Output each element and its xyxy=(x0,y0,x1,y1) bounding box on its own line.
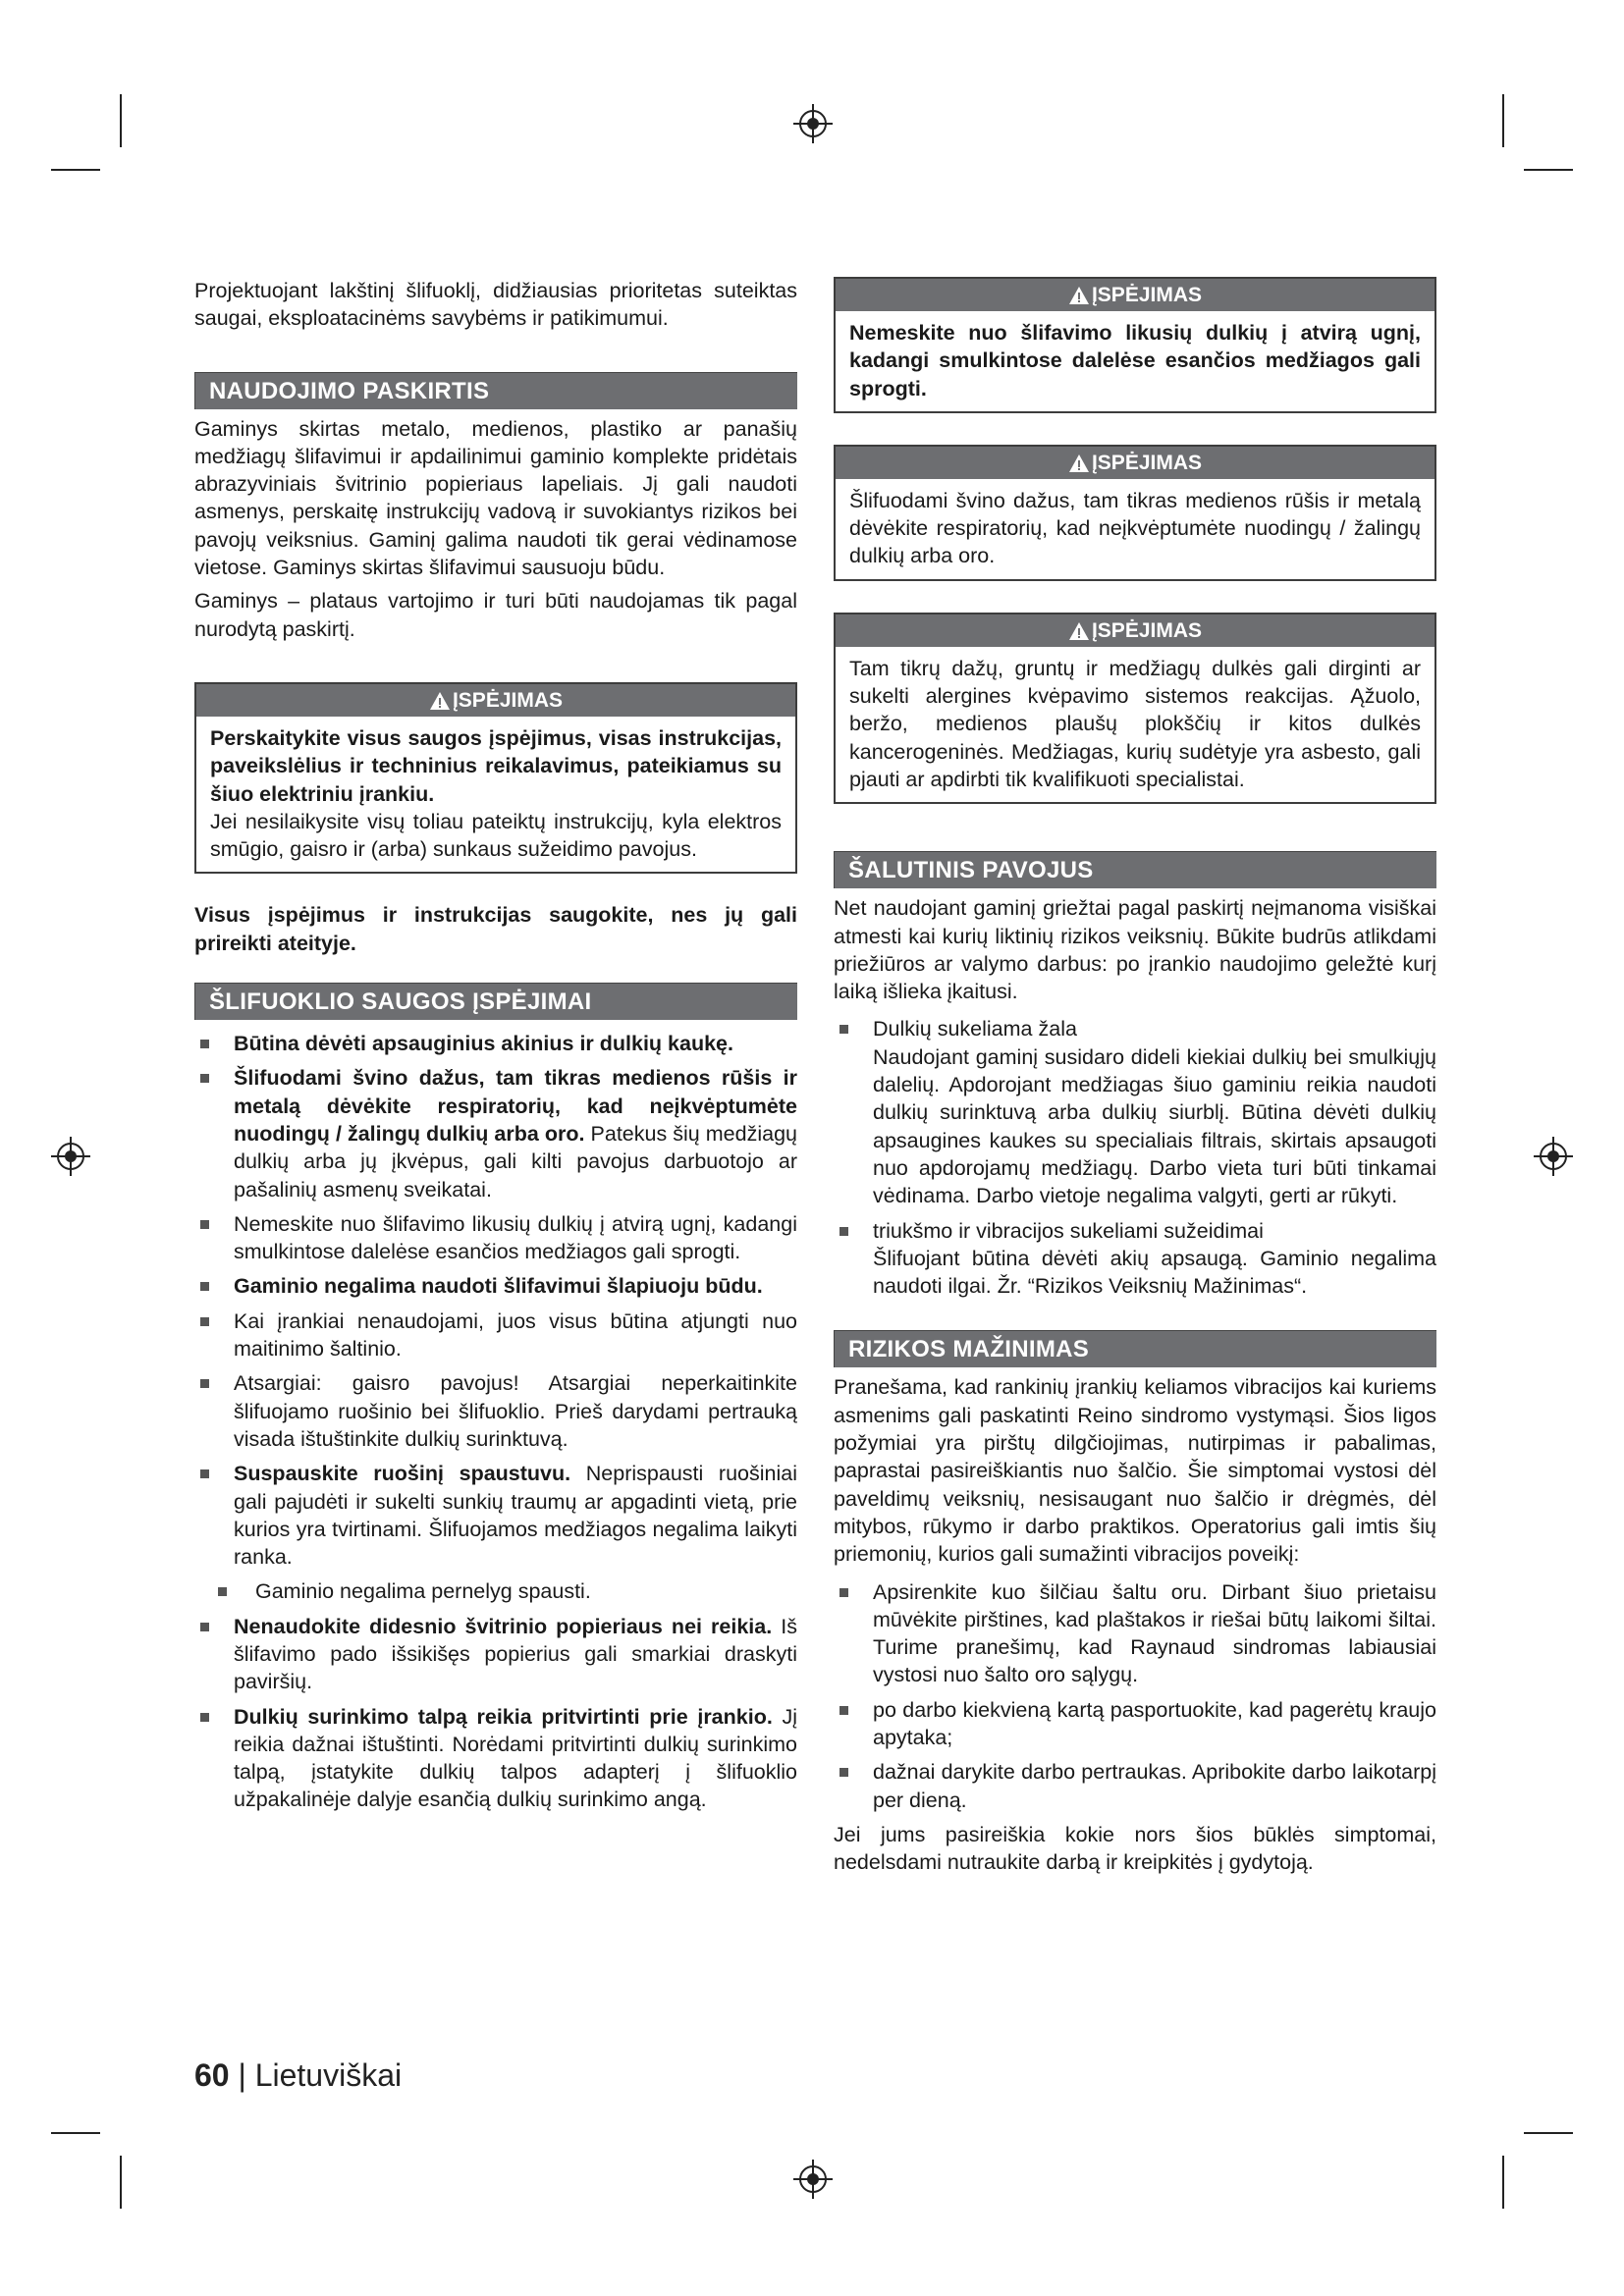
safety-heading: ŠLIFUOKLIO SAUGOS ĮSPĖJIMAI xyxy=(194,983,797,1020)
warning-label: ĮSPĖJIMAS xyxy=(1091,284,1203,306)
safety-list xyxy=(194,1030,797,1814)
warning-triangle-icon xyxy=(1068,451,1090,483)
page-footer xyxy=(194,2057,402,2094)
list-item: Gaminio negalima pernelyg spausti. xyxy=(194,1577,797,1605)
warning-box xyxy=(834,277,1436,413)
list-item: Atsargiai: gaisro pavojus! Atsargiai neperkaitinkite šlifuojamo ruošinio bei šlifuoklio. Prieš darydami pertrauką visada ištuštinkite dulkių surinktuvą. xyxy=(194,1369,797,1453)
registration-mark-icon xyxy=(791,102,835,145)
warning-box xyxy=(834,613,1436,804)
list-item: dažnai darykite darbo pertraukas. Apribokite darbo laikotarpį per dieną. xyxy=(834,1758,1436,1814)
list-item: po darbo kiekvieną kartą pasportuokite, kad pagerėtų kraujo apytaka; xyxy=(834,1696,1436,1752)
right-column xyxy=(834,277,1436,1876)
crop-mark xyxy=(51,2132,100,2134)
warning-text: Jei nesilaikysite visų toliau pateiktų instrukcijų, kyla elektros smūgio, gaisro ir (arba) sunkaus sužeidimo pavojus. xyxy=(210,809,782,862)
warning-header xyxy=(836,447,1435,479)
residual-paragraph: Net naudojant gaminį griežtai pagal paskirtį neįmanoma visiškai atmesti kai kurių liktinių rizikos veiksnių. Būkite budrūs atlikdami priežiūros ar valymo darbus: po įrankio naudojimo geležtė kurį laiką išlieka įkaitusi. xyxy=(834,896,1436,1004)
warning-box xyxy=(194,682,797,874)
warning-triangle-icon xyxy=(1068,618,1090,651)
list-item: Kai įrankiai nenaudojami, juos visus būtina atjungti nuo maitinimo šaltinio. xyxy=(194,1308,797,1363)
residual-list xyxy=(834,1015,1436,1300)
list-item: Dulkių surinkimo talpą reikia pritvirtinti prie įrankio. Jį reikia dažnai ištuštinti. Norėdami pritvirtinti dulkių surinkimo talpą, įstatykite dulkių talpos adapterį į šlifuoklio užpakalinėje dalyje esančią dulkių surinkimo angą. xyxy=(194,1703,797,1814)
usage-paragraph: Gaminys – plataus vartojimo ir turi būti naudojamas tik pagal nurodytą paskirtį. xyxy=(194,589,797,641)
warning-header xyxy=(836,614,1435,647)
list-item: Dulkių sukeliama žala Naudojant gaminį susidaro dideli kiekiai dulkių bei smulkiųjų dalelių. Apdorojant medžiagas šiuo gaminiu reikia naudoti dulkių surinktuvą arba dulkių siurblį. Būtina dėvėti dulkių apsaugines kaukes su specialiais filtrais, skirtais apsaugoti nuo apdorojamų medžiagų. Darbo vieta turi būti tinkamai vėdinama. Darbo vietoje negalima valgyti, gerti ar rūkyti. xyxy=(834,1015,1436,1209)
crop-mark xyxy=(1502,94,1504,147)
registration-mark-icon xyxy=(1532,1135,1575,1178)
warning-box xyxy=(834,445,1436,581)
list-item: triukšmo ir vibracijos sukeliami sužeidimai Šlifuojant būtina dėvėti akių apsaugą. Gaminio negalima naudoti ilgai. Žr. “Rizikos Veiksnių Mažinimas“. xyxy=(834,1217,1436,1301)
registration-mark-icon xyxy=(791,2158,835,2201)
risk-closing-paragraph: Jei jums pasireiškia kokie nors šios būklės simptomai, nedelsdami nutraukite darbą ir kreipkitės į gydytoją. xyxy=(834,1822,1436,1875)
warning-label: ĮSPĖJIMAS xyxy=(1091,618,1203,642)
crop-mark xyxy=(120,94,122,147)
footer-language: Lietuviškai xyxy=(254,2057,403,2093)
list-item: Gaminio negalima naudoti šlifavimui šlapiuoju būdu. xyxy=(194,1272,797,1300)
risk-paragraph: Pranešama, kad rankinių įrankių keliamos vibracijos kai kuriems asmenims gali paskatinti Reino sindromo vystymąsi. Šios ligos požymiai yra pirštų dilgčiojimas, nutirpimas ir pabalimas, paprastai pasireiškiantis nuo šalčio. Šie simptomai vystosi dėl paveldimų veiksnių, nesisaugant nuo šalčio ir drėgmės, dėl mitybos, rūkymo ir darbo praktikos. Operatorius gali imtis šių priemonių, kurios gali sumažinti vibracijos poveikį: xyxy=(834,1375,1436,1567)
left-column xyxy=(194,277,797,1821)
registration-mark-icon xyxy=(49,1135,92,1178)
crop-mark xyxy=(1524,2132,1573,2134)
crop-mark xyxy=(1502,2156,1504,2209)
warning-text: Tam tikrų dažų, gruntų ir medžiagų dulkės gali dirginti ar sukelti alergines kvėpavimo sistemos reakcijas. Ąžuolo, beržo, medienos plaušų plokščių ir kitos dulkės kancerogeninės. Medžiagas, kurių sudėtyje yra asbesto, gali pjauti ar apdirbti tik kvalifikuoti specialistai. xyxy=(849,656,1421,791)
warning-triangle-icon xyxy=(429,688,451,721)
warning-triangle-icon xyxy=(1068,283,1090,315)
risk-list xyxy=(834,1578,1436,1814)
list-item: Šlifuodami švino dažus, tam tikras medienos rūšis ir metalą dėvėkite respiratorių, kad neįkvėptumėte nuodingų / žalingų dulkių arba oro. Patekus šių medžiagų dulkių arba jų įkvėpus, gali kilti pavojus darbuotojo ar pašalinių asmenų sveikatai. xyxy=(194,1064,797,1202)
list-item: Suspauskite ruošinį spaustuvu. Neprispausti ruošiniai gali pajudėti ir sukelti sunkių traumų ar apgadinti vietą, prie kurios yra tvirtinami. Šlifuojamos medžiagos negalima laikyti ranka. xyxy=(194,1460,797,1571)
crop-mark xyxy=(120,2156,122,2209)
list-item: Apsirenkite kuo šilčiau šaltu oru. Dirbant šiuo prietaisu mūvėkite pirštines, kad plaštakos ir riešai būtų laikomi šiltai. Turime pranešimų, kad Raynaud sindromas labiausiai vystosi nuo šalto oro sąlygų. xyxy=(834,1578,1436,1689)
intro-paragraph: Projektuojant lakštinį šlifuoklį, didžiausias prioritetas suteiktas saugai, eksploatacinėms savybėms ir patikimumui. xyxy=(194,279,797,331)
warning-header xyxy=(836,279,1435,311)
keep-instructions-note: Visus įspėjimus ir instrukcijas saugokite, nes jų gali prireikti ateityje. xyxy=(194,903,797,955)
residual-risk-heading: ŠALUTINIS PAVOJUS xyxy=(834,851,1436,888)
list-item: Būtina dėvėti apsauginius akinius ir dulkių kaukę. xyxy=(194,1030,797,1057)
warning-text: Šlifuodami švino dažus, tam tikras medienos rūšis ir metalą dėvėkite respiratorių, kad neįkvėptumėte nuodingų / žalingų dulkių arba oro. xyxy=(849,488,1421,568)
usage-heading: NAUDOJIMO PASKIRTIS xyxy=(194,372,797,409)
warning-bold-text: Perskaitykite visus saugos įspėjimus, visas instrukcijas, paveikslėlius ir techninius reikalavimus, pateikiamus su šiuo elektriniu įrankiu. xyxy=(210,725,782,806)
warning-bold-text: Nemeskite nuo šlifavimo likusių dulkių į atvirą ugnį, kadangi smulkintose dalelėse esančios medžiagos gali sprogti. xyxy=(849,321,1421,400)
warning-header xyxy=(196,684,795,717)
footer-separator: | xyxy=(238,2057,246,2093)
usage-paragraph: Gaminys skirtas metalo, medienos, plastiko ar panašių medžiagų šlifavimui ir apdailinimui gaminio komplekte pridėtais abrazyviniais švitrinio popieriaus lapeliais. Jį gali naudoti asmenys, perskaitę instrukcijų vadovą ir suvokiantys rizikos bei pavojų veiksnius. Gaminį galima naudoti tik gerai vėdinamose vietose. Gaminys skirtas šlifavimui sausuoju būdu. xyxy=(194,416,797,580)
risk-reduction-heading: RIZIKOS MAŽINIMAS xyxy=(834,1330,1436,1367)
list-item: Nenaudokite didesnio švitrinio popieriaus nei reikia. Iš šlifavimo pado išsikišęs popierius gali smarkiai draskyti paviršių. xyxy=(194,1613,797,1696)
warning-label: ĮSPĖJIMAS xyxy=(1091,451,1203,474)
crop-mark xyxy=(1524,169,1573,171)
warning-label: ĮSPĖJIMAS xyxy=(452,688,564,712)
list-item: Nemeskite nuo šlifavimo likusių dulkių į atvirą ugnį, kadangi smulkintose dalelėse esančios medžiagos gali sprogti. xyxy=(194,1210,797,1266)
crop-mark xyxy=(51,169,100,171)
page-number: 60 xyxy=(194,2057,230,2093)
